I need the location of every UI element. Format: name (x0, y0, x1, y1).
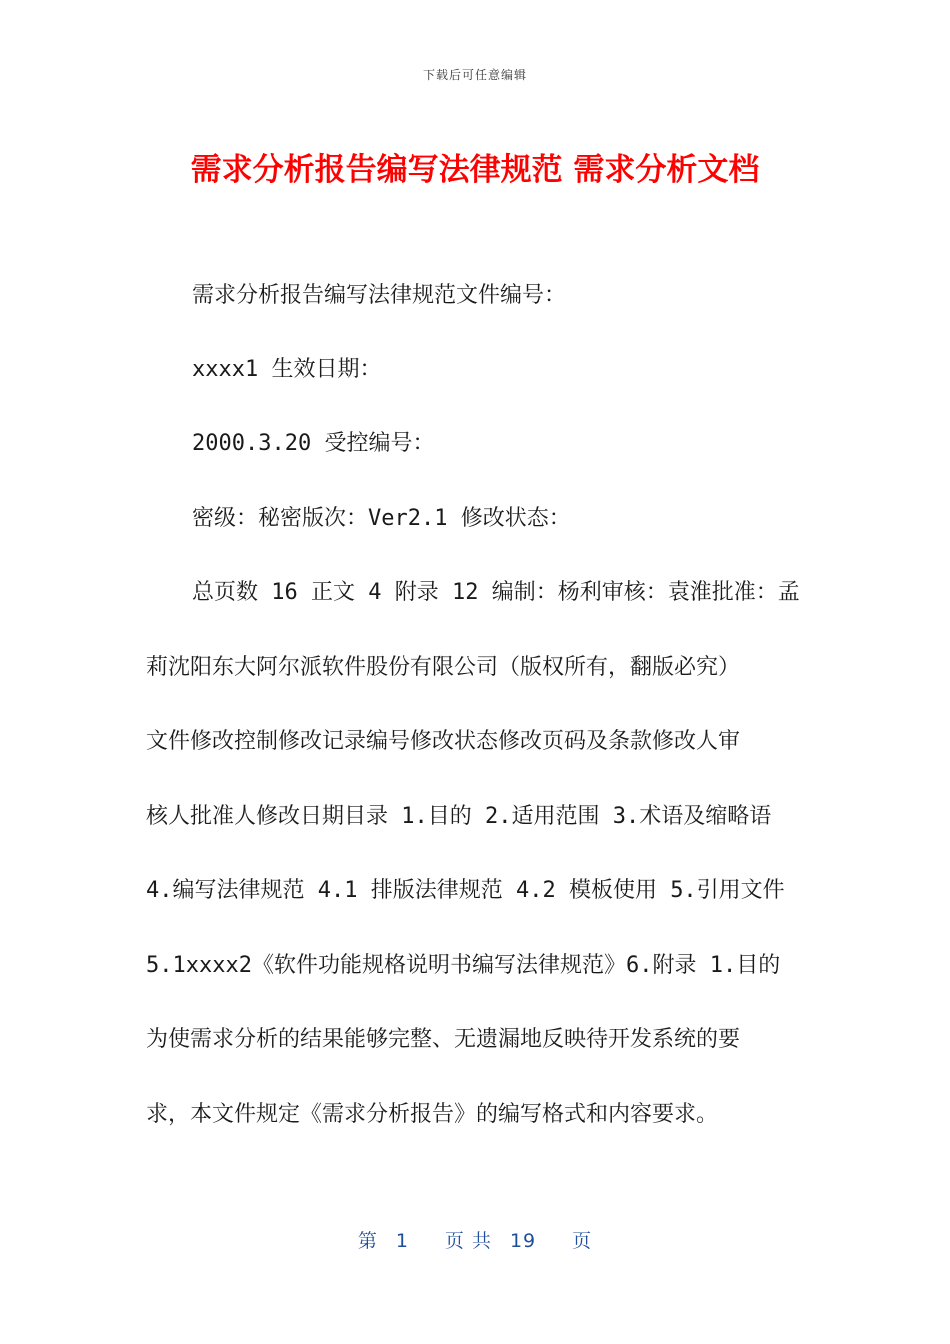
body-line-1: 需求分析报告编写法律规范文件编号： (192, 283, 567, 308)
body-line-7: 文件修改控制修改记录编号修改状态修改页码及条款修改人审 (146, 729, 741, 754)
page-footer (0, 1226, 950, 1253)
body-line-6: 莉沈阳东大阿尔派软件股份有限公司（版权所有，翻版必究） (146, 655, 741, 680)
body-line-12: 求，本文件规定《需求分析报告》的编写格式和内容要求。 (146, 1102, 719, 1127)
document-title: 需求分析报告编写法律规范 需求分析文档 (190, 152, 760, 188)
footer-suffix: 页 (572, 1230, 593, 1252)
footer-total-pages: 19 (509, 1230, 537, 1252)
body-line-8: 核人批准人修改日期目录 1.目的 2.适用范围 3.术语及缩略语 (146, 804, 772, 829)
body-line-4: 密级：秘密版次：Ver2.1 修改状态： (192, 506, 571, 531)
body-line-5: 总页数 16 正文 4 附录 12 编制：杨利审核：袁淮批准：孟 (192, 580, 800, 605)
footer-prefix: 第 (357, 1230, 378, 1252)
footer-middle: 页 共 (444, 1230, 492, 1252)
body-line-2: xxxx1 生效日期： (192, 357, 382, 382)
body-line-9: 4.编写法律规范 4.1 排版法律规范 4.2 模板使用 5.引用文件 (146, 878, 785, 903)
header-note: 下载后可任意编辑 (422, 68, 527, 82)
footer-page-number: 1 (395, 1230, 409, 1252)
body-line-10: 5.1xxxx2《软件功能规格说明书编写法律规范》6.附录 1.目的 (146, 953, 781, 978)
body-line-11: 为使需求分析的结果能够完整、无遗漏地反映待开发系统的要 (146, 1027, 741, 1052)
body-line-3: 2000.3.20 受控编号： (192, 431, 435, 456)
